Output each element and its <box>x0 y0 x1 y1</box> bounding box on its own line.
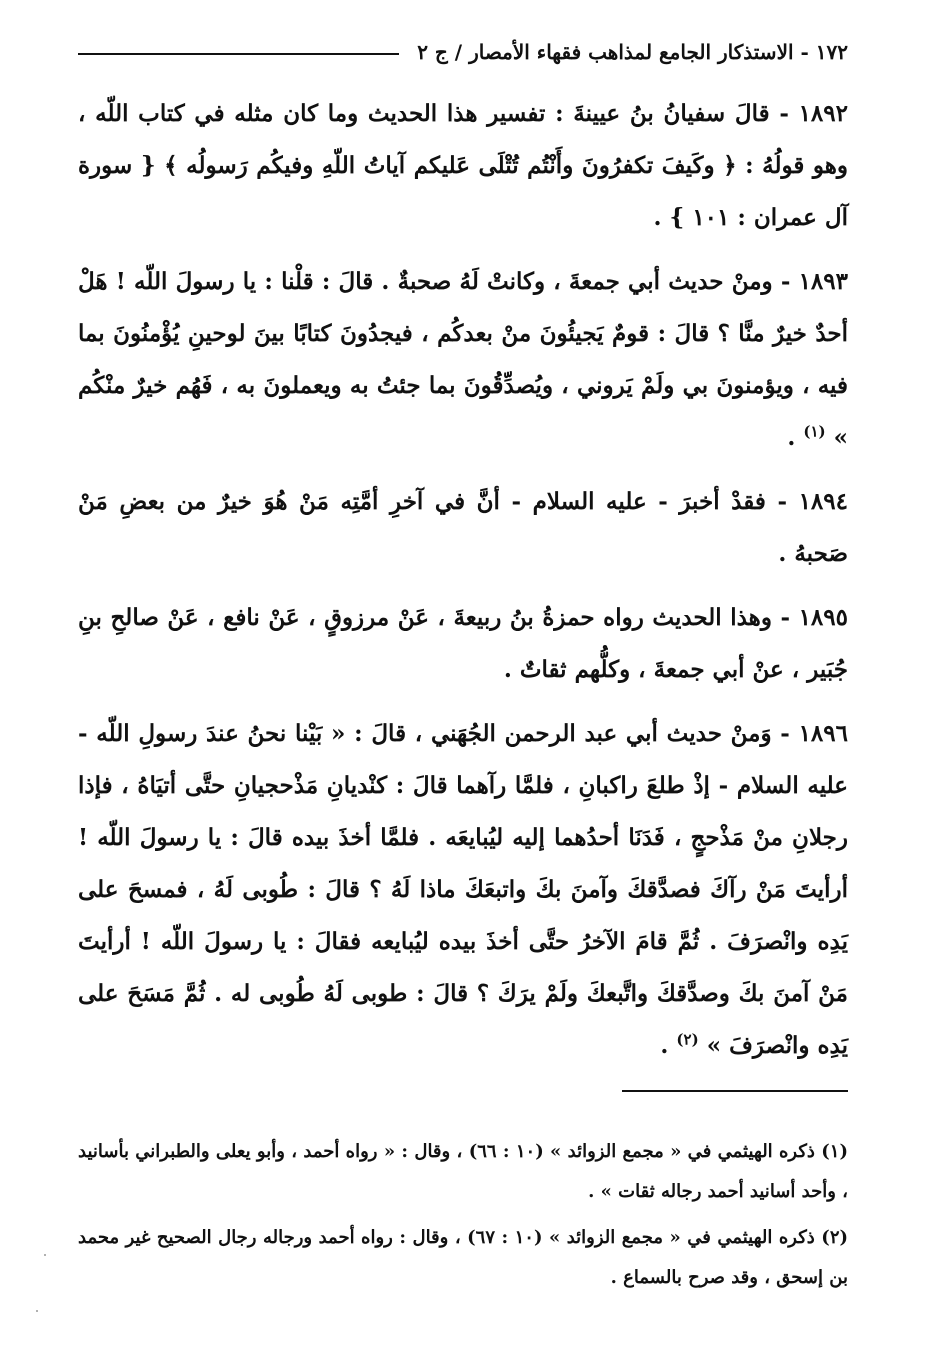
paragraph-tail: . <box>787 424 804 451</box>
scan-speck <box>36 1310 38 1312</box>
paragraph-1894 <box>78 476 848 580</box>
main-text <box>78 88 848 1072</box>
paragraph-1893 <box>78 256 848 464</box>
paragraph-text: - وَمنْ حديث أبي عبد الرحمن الجُهَني ، قالَ : « بَيْنا نحنُ عندَ رسولِ اللّه - عليه السلام - إذْ طلعَ راكبانِ ، فلمَّا رآهما قالَ : كنْديانِ مَذْحجيانِ حتَّى أتيَاهُ ، فإذا رجلانِ منْ مَذْحجٍ ، فَدَنَا أحدُهما إليه ليُبايعَه . فلمَّا أخذَ بيده قالَ : يا رسولَ اللّه ! أرأيتَ مَنْ رآكَ فصدَّقكَ وآمنَ بكَ واتبعَكَ ماذا لَهُ ؟ قالَ : طُوبى لَهُ ، فمسحَ على يَدِه وانْصرَفَ . ثُمَّ قامَ الآخرُ حتَّى أخذَ بيده ليُبايعه فقالَ : يا رسولَ اللّه ! أرأيتَ مَنْ آمنَ بكَ وصدَّقكَ واتَّبعكَ ولَمْ يرَكَ ؟ قالَ : طوبى لَهُ طُوبى له . ثُمَّ مَسَحَ على يَدِه وانْصرَفَ » <box>78 720 848 1059</box>
paragraph-text: - قالَ سفيانُ بنُ عيينةَ : تفسير هذا الحديث وما كان مثله في كتاب اللّه ، وهو قولُهُ : ﴿ وكَيفَ تكفرُونَ وأَنْتُم تُتْلَى عَليكم آياتُ اللّهِ وفيكُم رَسولُه ﴾ { سورة آل عمران : ١٠١ } . <box>78 100 848 231</box>
footnotes <box>78 1132 848 1298</box>
paragraph-number: ١٨٩٤ <box>798 488 848 515</box>
running-header <box>78 34 848 70</box>
footnote-ref: (٢) <box>676 1030 699 1049</box>
paragraph-number: ١٨٩٣ <box>798 268 848 295</box>
paragraph-1896 <box>78 708 848 1072</box>
footnote-separator <box>622 1090 848 1092</box>
paragraph-text: - وهذا الحديث رواه حمزةُ بنُ ربيعةَ ، عَنْ مرزوقٍ ، عَنْ نافع ، عَنْ صالحِ بنِ جُبَير ، عنْ أبي جمعةَ ، وكلُّهم ثقاتٌ . <box>78 604 848 683</box>
paragraph-text: - فقدْ أخبرَ - عليه السلام - أنَّ في آخرِ أمَّتِه مَنْ هُوَ خيرٌ من بعضِ مَنْ صَحبهُ . <box>78 488 848 567</box>
page-body <box>78 34 848 1304</box>
paragraph-number: ١٨٩٢ <box>798 100 848 127</box>
footnote-2: (٢) ذكره الهيثمي في « مجمع الزوائد » (١٠ : ٦٧) ، وقال : رواه أحمد ورجاله رجال الصحيح غير محمد بن إسحق ، وقد صرح بالسماع . <box>78 1227 849 1288</box>
scan-speck <box>44 1254 46 1256</box>
paragraph-number: ١٨٩٥ <box>798 604 848 631</box>
paragraph-1895 <box>78 592 848 696</box>
paragraph-number: ١٨٩٦ <box>798 720 848 747</box>
header-rule <box>78 53 399 55</box>
footnote-separator-wrap <box>78 1084 848 1088</box>
paragraph-1892 <box>78 88 848 244</box>
footnote-ref: (١) <box>803 422 826 441</box>
footnote-1: (١) ذكره الهيثمي في « مجمع الزوائد » (١٠ : ٦٦) ، وقال : « رواه أحمد ، وأبو يعلى والطبراني بأسانيد ، وأحد أسانيد أحمد رجاله ثقات » . <box>78 1141 848 1202</box>
paragraph-tail: . <box>660 1032 677 1059</box>
header-title: ١٧٢ - الاستذكار الجامع لمذاهب فقهاء الأمصار / ج ٢ <box>417 40 848 64</box>
paragraph-text: - ومنْ حديث أبي جمعةَ ، وكانتْ لَهُ صحبةٌ . قالَ : قلْنا : يا رسولَ اللّه ! هَلْ أحدٌ خيرٌ منَّا ؟ قالَ : قومٌ يَجيئُونَ منْ بعدكُم ، فيجدُونَ كتابًا بينَ لوحينِ يُؤْمنُونَ بما فيه ، ويؤمنونَ بي ولَمْ يَروني ، ويُصدِّقُونَ بما جئتُ به ويعملونَ به ، فَهُم خيرٌ منْكُم » <box>78 268 848 451</box>
